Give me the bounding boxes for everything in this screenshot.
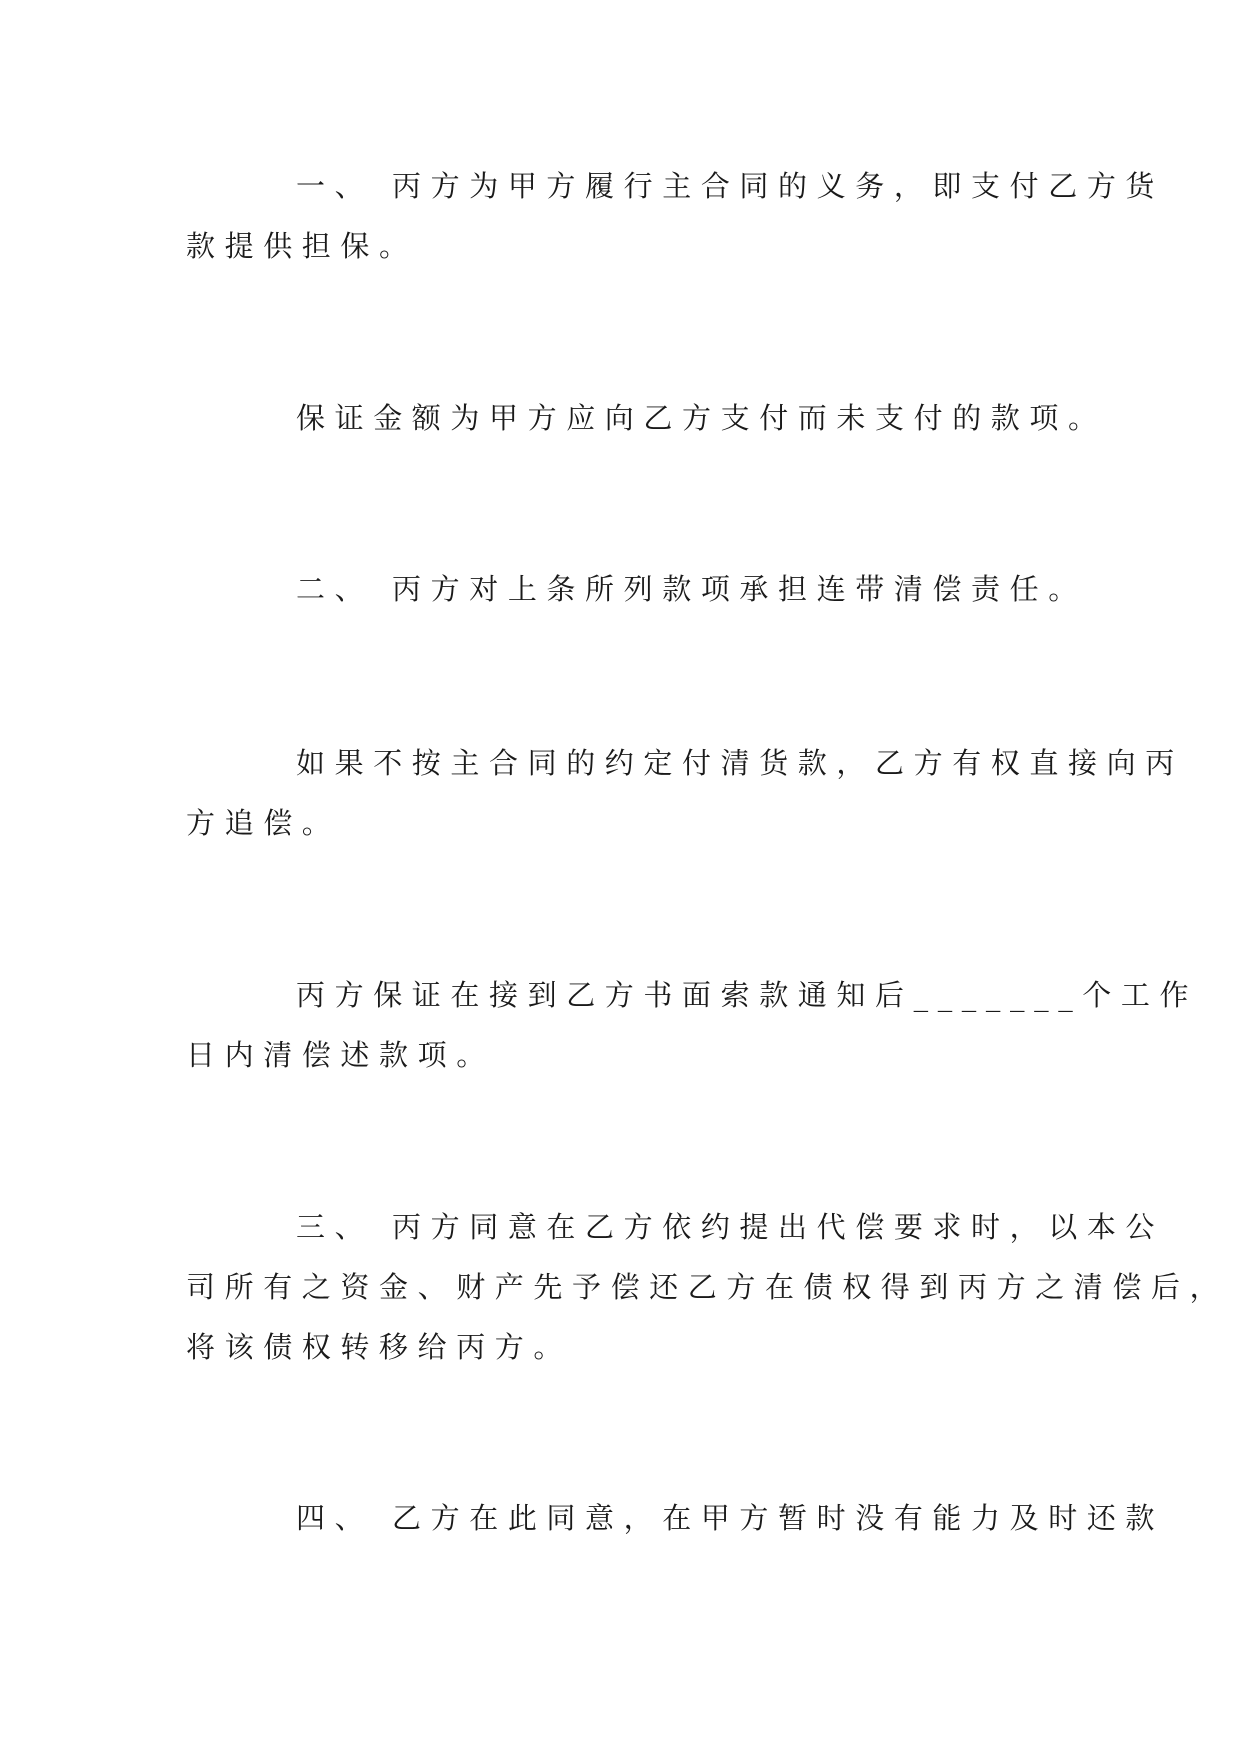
clause-2-line-1: 二、 丙方对上条所列款项承担连带清偿责任。	[296, 572, 1087, 606]
recourse-paragraph-line-2: 方追偿。	[186, 806, 341, 840]
clause-1-line-1: 一、 丙方为甲方履行主合同的义务，即支付乙方货	[296, 169, 1165, 203]
guarantee-amount-paragraph: 保证金额为甲方应向乙方支付而未支付的款项。	[296, 401, 1107, 435]
recourse-paragraph-line-1: 如果不按主合同的约定付清货款，乙方有权直接向丙	[296, 746, 1184, 780]
clause-4-line-1: 四、 乙方在此同意，在甲方暂时没有能力及时还款	[296, 1501, 1165, 1535]
clause-3-line-3: 将该债权转移给丙方。	[186, 1330, 573, 1364]
repayment-deadline-line-2: 日内清偿述款项。	[186, 1038, 495, 1072]
clause-3-line-2: 司所有之资金、财产先予偿还乙方在债权得到丙方之清偿后，	[186, 1270, 1229, 1304]
clause-1-line-2: 款提供担保。	[186, 229, 418, 263]
repayment-deadline-line-1: 丙方保证在接到乙方书面索款通知后_______个工作	[296, 978, 1199, 1012]
clause-3-line-1: 三、 丙方同意在乙方依约提出代偿要求时，以本公	[296, 1210, 1165, 1244]
